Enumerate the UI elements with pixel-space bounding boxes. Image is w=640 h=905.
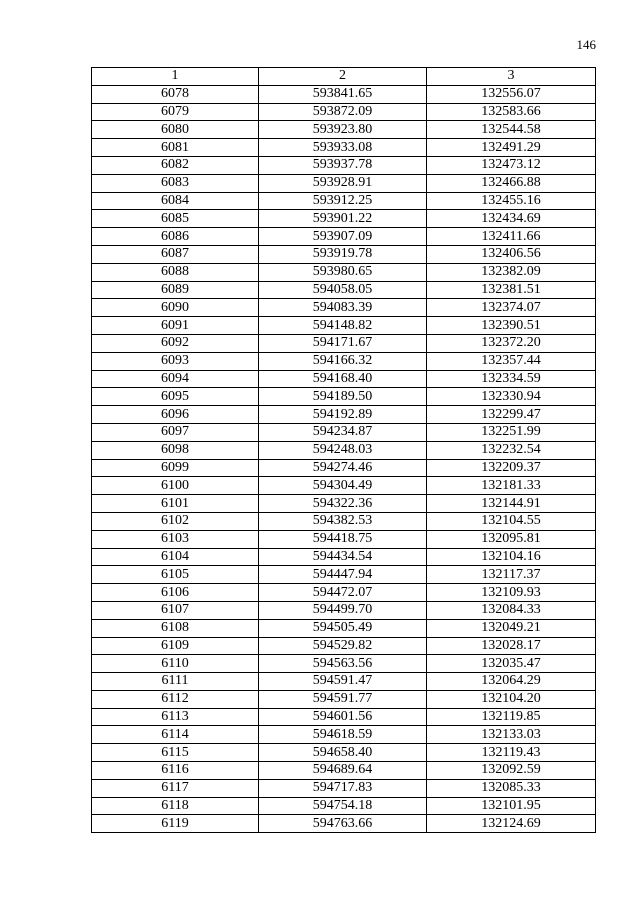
y-coordinate-cell: 132434.69 [427,210,596,228]
x-coordinate-cell: 594472.07 [259,584,427,602]
y-coordinate-cell: 132104.55 [427,512,596,530]
table-row [92,495,596,513]
table-row [92,228,596,246]
point-number-cell: 6106 [92,584,259,602]
point-number-cell: 6090 [92,299,259,317]
y-coordinate-cell: 132095.81 [427,530,596,548]
table-row [92,245,596,263]
table-row [92,388,596,406]
table-row [92,370,596,388]
y-coordinate-cell: 132473.12 [427,156,596,174]
point-number-cell: 6111 [92,673,259,691]
y-coordinate-cell: 132381.51 [427,281,596,299]
y-coordinate-cell: 132372.20 [427,334,596,352]
y-coordinate-cell: 132133.03 [427,726,596,744]
y-coordinate-cell: 132104.20 [427,690,596,708]
table-row [92,459,596,477]
y-coordinate-cell: 132064.29 [427,673,596,691]
table-row [92,192,596,210]
x-coordinate-cell: 593937.78 [259,156,427,174]
y-coordinate-cell: 132299.47 [427,406,596,424]
y-coordinate-cell: 132119.43 [427,744,596,762]
y-coordinate-cell: 132556.07 [427,85,596,103]
y-coordinate-cell: 132109.93 [427,584,596,602]
x-coordinate-cell: 594754.18 [259,797,427,815]
point-number-cell: 6113 [92,708,259,726]
coordinates-table [91,67,596,833]
point-number-cell: 6093 [92,352,259,370]
x-coordinate-cell: 594148.82 [259,317,427,335]
point-number-cell: 6084 [92,192,259,210]
table-row [92,548,596,566]
point-number-cell: 6112 [92,690,259,708]
table-row [92,726,596,744]
y-coordinate-cell: 132049.21 [427,619,596,637]
table-row [92,762,596,780]
table-row [92,619,596,637]
point-number-cell: 6092 [92,334,259,352]
table-row [92,566,596,584]
table-row [92,477,596,495]
point-number-cell: 6117 [92,779,259,797]
point-number-cell: 6107 [92,601,259,619]
x-coordinate-cell: 594166.32 [259,352,427,370]
y-coordinate-cell: 132382.09 [427,263,596,281]
table-row [92,210,596,228]
y-coordinate-cell: 132583.66 [427,103,596,121]
x-coordinate-cell: 594234.87 [259,423,427,441]
point-number-cell: 6083 [92,174,259,192]
column-header-2: 2 [259,68,427,86]
point-number-cell: 6096 [92,406,259,424]
table-row [92,512,596,530]
x-coordinate-cell: 594168.40 [259,370,427,388]
point-number-cell: 6101 [92,495,259,513]
point-number-cell: 6110 [92,655,259,673]
table-row [92,352,596,370]
y-coordinate-cell: 132374.07 [427,299,596,317]
table-row [92,601,596,619]
x-coordinate-cell: 593912.25 [259,192,427,210]
point-number-cell: 6097 [92,423,259,441]
point-number-cell: 6105 [92,566,259,584]
table-row [92,299,596,317]
table-row [92,708,596,726]
table-row [92,423,596,441]
table-row [92,637,596,655]
column-header-1: 1 [92,68,259,86]
x-coordinate-cell: 594689.64 [259,762,427,780]
x-coordinate-cell: 593928.91 [259,174,427,192]
x-coordinate-cell: 594601.56 [259,708,427,726]
point-number-cell: 6079 [92,103,259,121]
point-number-cell: 6109 [92,637,259,655]
y-coordinate-cell: 132357.44 [427,352,596,370]
table-row [92,530,596,548]
y-coordinate-cell: 132028.17 [427,637,596,655]
table-row [92,744,596,762]
x-coordinate-cell: 594304.49 [259,477,427,495]
x-coordinate-cell: 594717.83 [259,779,427,797]
y-coordinate-cell: 132466.88 [427,174,596,192]
x-coordinate-cell: 594189.50 [259,388,427,406]
table-row [92,406,596,424]
x-coordinate-cell: 593901.22 [259,210,427,228]
point-number-cell: 6086 [92,228,259,246]
x-coordinate-cell: 594171.67 [259,334,427,352]
y-coordinate-cell: 132084.33 [427,601,596,619]
y-coordinate-cell: 132406.56 [427,245,596,263]
y-coordinate-cell: 132330.94 [427,388,596,406]
table-row [92,673,596,691]
x-coordinate-cell: 594058.05 [259,281,427,299]
x-coordinate-cell: 594591.77 [259,690,427,708]
x-coordinate-cell: 593933.08 [259,139,427,157]
y-coordinate-cell: 132411.66 [427,228,596,246]
table-row [92,797,596,815]
point-number-cell: 6082 [92,156,259,174]
point-number-cell: 6104 [92,548,259,566]
page-number: 146 [576,37,596,52]
y-coordinate-cell: 132251.99 [427,423,596,441]
point-number-cell: 6094 [92,370,259,388]
y-coordinate-cell: 132544.58 [427,121,596,139]
point-number-cell: 6081 [92,139,259,157]
x-coordinate-cell: 594563.56 [259,655,427,673]
point-number-cell: 6089 [92,281,259,299]
table-row [92,85,596,103]
point-number-cell: 6118 [92,797,259,815]
y-coordinate-cell: 132232.54 [427,441,596,459]
x-coordinate-cell: 594322.36 [259,495,427,513]
table-row [92,441,596,459]
table-row [92,655,596,673]
x-coordinate-cell: 593907.09 [259,228,427,246]
table-row [92,584,596,602]
table-row [92,815,596,833]
x-coordinate-cell: 593841.65 [259,85,427,103]
x-coordinate-cell: 594248.03 [259,441,427,459]
point-number-cell: 6099 [92,459,259,477]
x-coordinate-cell: 594083.39 [259,299,427,317]
x-coordinate-cell: 594447.94 [259,566,427,584]
y-coordinate-cell: 132104.16 [427,548,596,566]
point-number-cell: 6102 [92,512,259,530]
table-row [92,690,596,708]
point-number-cell: 6100 [92,477,259,495]
header-row [92,68,596,86]
y-coordinate-cell: 132334.59 [427,370,596,388]
point-number-cell: 6080 [92,121,259,139]
x-coordinate-cell: 594382.53 [259,512,427,530]
x-coordinate-cell: 594418.75 [259,530,427,548]
table-row [92,139,596,157]
y-coordinate-cell: 132455.16 [427,192,596,210]
x-coordinate-cell: 594274.46 [259,459,427,477]
y-coordinate-cell: 132035.47 [427,655,596,673]
column-header-3: 3 [427,68,596,86]
x-coordinate-cell: 594618.59 [259,726,427,744]
x-coordinate-cell: 593919.78 [259,245,427,263]
x-coordinate-cell: 594529.82 [259,637,427,655]
table-row [92,121,596,139]
x-coordinate-cell: 594763.66 [259,815,427,833]
x-coordinate-cell: 594591.47 [259,673,427,691]
point-number-cell: 6116 [92,762,259,780]
x-coordinate-cell: 594499.70 [259,601,427,619]
table-row [92,317,596,335]
point-number-cell: 6091 [92,317,259,335]
point-number-cell: 6095 [92,388,259,406]
x-coordinate-cell: 593980.65 [259,263,427,281]
x-coordinate-cell: 594505.49 [259,619,427,637]
x-coordinate-cell: 594434.54 [259,548,427,566]
y-coordinate-cell: 132491.29 [427,139,596,157]
point-number-cell: 6103 [92,530,259,548]
y-coordinate-cell: 132085.33 [427,779,596,797]
table-row [92,779,596,797]
y-coordinate-cell: 132181.33 [427,477,596,495]
table-row [92,103,596,121]
point-number-cell: 6085 [92,210,259,228]
point-number-cell: 6088 [92,263,259,281]
y-coordinate-cell: 132390.51 [427,317,596,335]
point-number-cell: 6098 [92,441,259,459]
x-coordinate-cell: 594192.89 [259,406,427,424]
point-number-cell: 6087 [92,245,259,263]
point-number-cell: 6114 [92,726,259,744]
y-coordinate-cell: 132124.69 [427,815,596,833]
table-body [92,85,596,832]
table-row [92,156,596,174]
point-number-cell: 6078 [92,85,259,103]
table-row [92,174,596,192]
point-number-cell: 6119 [92,815,259,833]
y-coordinate-cell: 132092.59 [427,762,596,780]
x-coordinate-cell: 593872.09 [259,103,427,121]
y-coordinate-cell: 132117.37 [427,566,596,584]
point-number-cell: 6108 [92,619,259,637]
point-number-cell: 6115 [92,744,259,762]
table-row [92,263,596,281]
x-coordinate-cell: 594658.40 [259,744,427,762]
x-coordinate-cell: 593923.80 [259,121,427,139]
y-coordinate-cell: 132119.85 [427,708,596,726]
table-row [92,281,596,299]
y-coordinate-cell: 132144.91 [427,495,596,513]
y-coordinate-cell: 132101.95 [427,797,596,815]
table-row [92,334,596,352]
y-coordinate-cell: 132209.37 [427,459,596,477]
